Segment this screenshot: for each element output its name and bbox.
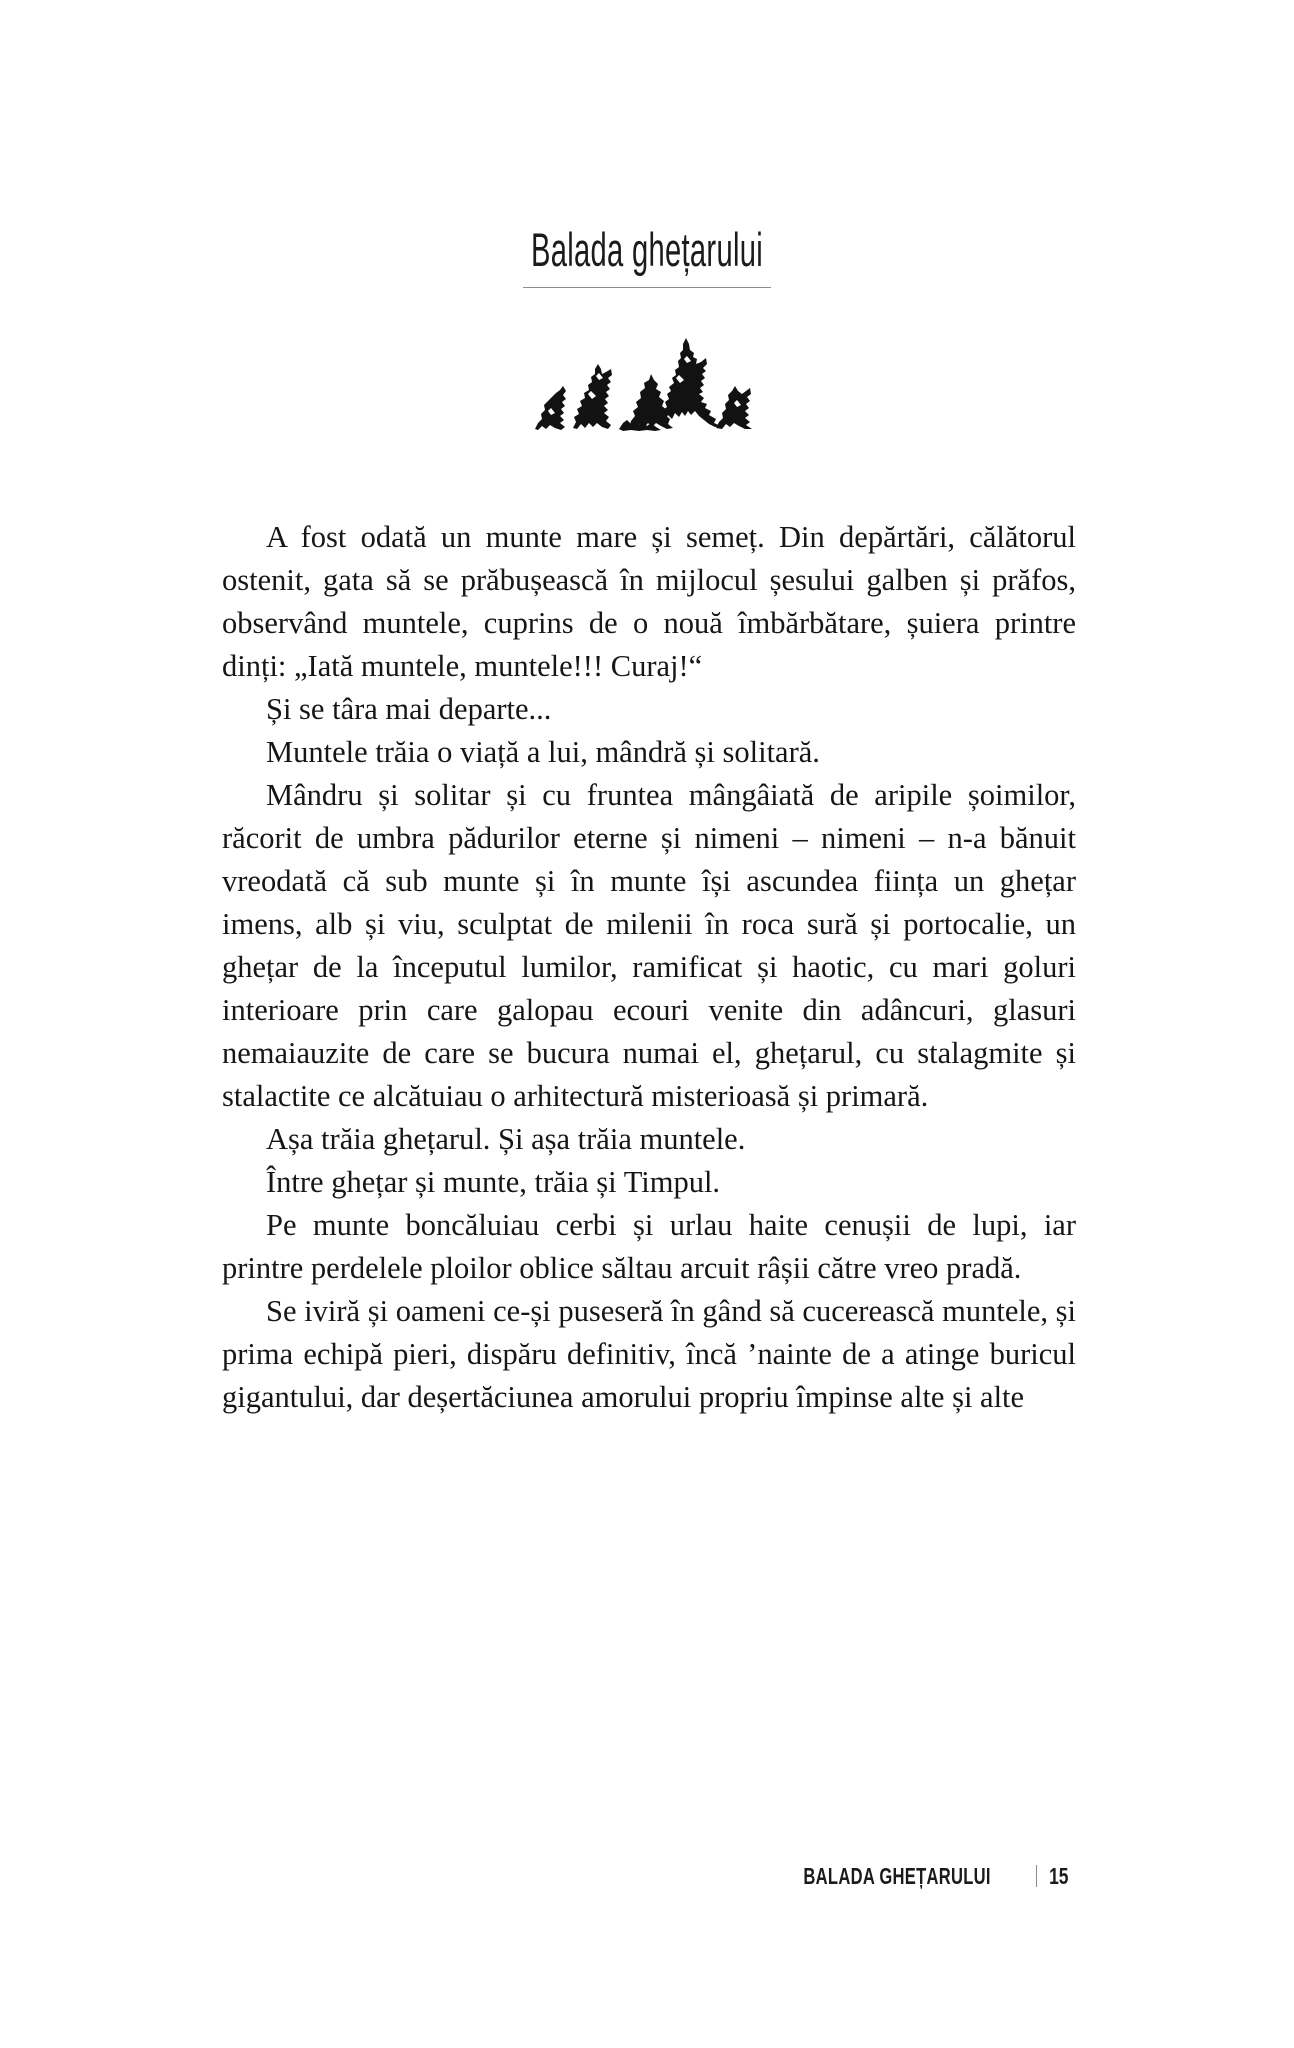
paragraph: Așa trăia ghețarul. Și așa trăia muntele. [266,1122,746,1156]
footer-separator [1036,1865,1037,1887]
paragraph: Muntele trăia o viață a lui, mândră și solitară. [266,735,820,769]
chapter-ornament [0,328,1294,445]
body-text [222,516,1076,1419]
page-footer [767,1862,1072,1890]
running-title: BALADA GHEȚARULUI [803,1863,991,1889]
paragraph: A fost odată un munte mare și semeț. Din depărtări, călătorul ostenit, gata să se prăbușească în mijlocul șesului galben și prăfos, observând muntele, cuprins de o nouă îmbărbătare, șuiera printre dinți: „Iată muntele, muntele!!! Curaj!“ [222,520,1076,683]
page-title: Balada ghețarului [530,223,764,276]
paragraph: Se iviră și oameni ce-și puseseră în gând să cucerească muntele, și prima echipă pieri, dispăru definitiv, încă ’nainte de a atinge buricul gigantului, dar deșertăciunea amorului propriu împinse alte și alte [222,1294,1076,1414]
title-divider [523,287,771,288]
paragraph: Pe munte boncăluiau cerbi și urlau haite cenușii de lupi, iar printre perdelele ploilor oblice săltau arcuit râșii către vreo pradă. [222,1208,1076,1285]
paragraph: Mândru și solitar și cu fruntea mângâiată de aripile șoimilor, răcorit de umbra pădurilor eterne și nimeni – nimeni – n-a bănuit vreodată că sub munte și în munte își ascundea ființa un ghețar imens, alb și viu, sculptat de milenii în roca sură și portocalie, un ghețar de la începutul lumilor, ramificat și haotic, cu mari goluri interioare prin care galopau ecouri venite din adâncuri, glasuri nemaiauzite de care se bucura numai el, ghețarul, cu stalagmite și stalactite ce alcătuiau o arhitectură misterioasă și primară. [222,778,1076,1113]
chapter-title-block [0,223,1294,288]
paragraph: Și se târa mai departe... [266,692,552,726]
mountain-range-icon [511,328,783,440]
paragraph: Între ghețar și munte, trăia și Timpul. [266,1165,721,1199]
page-number: 15 [1049,1863,1069,1889]
